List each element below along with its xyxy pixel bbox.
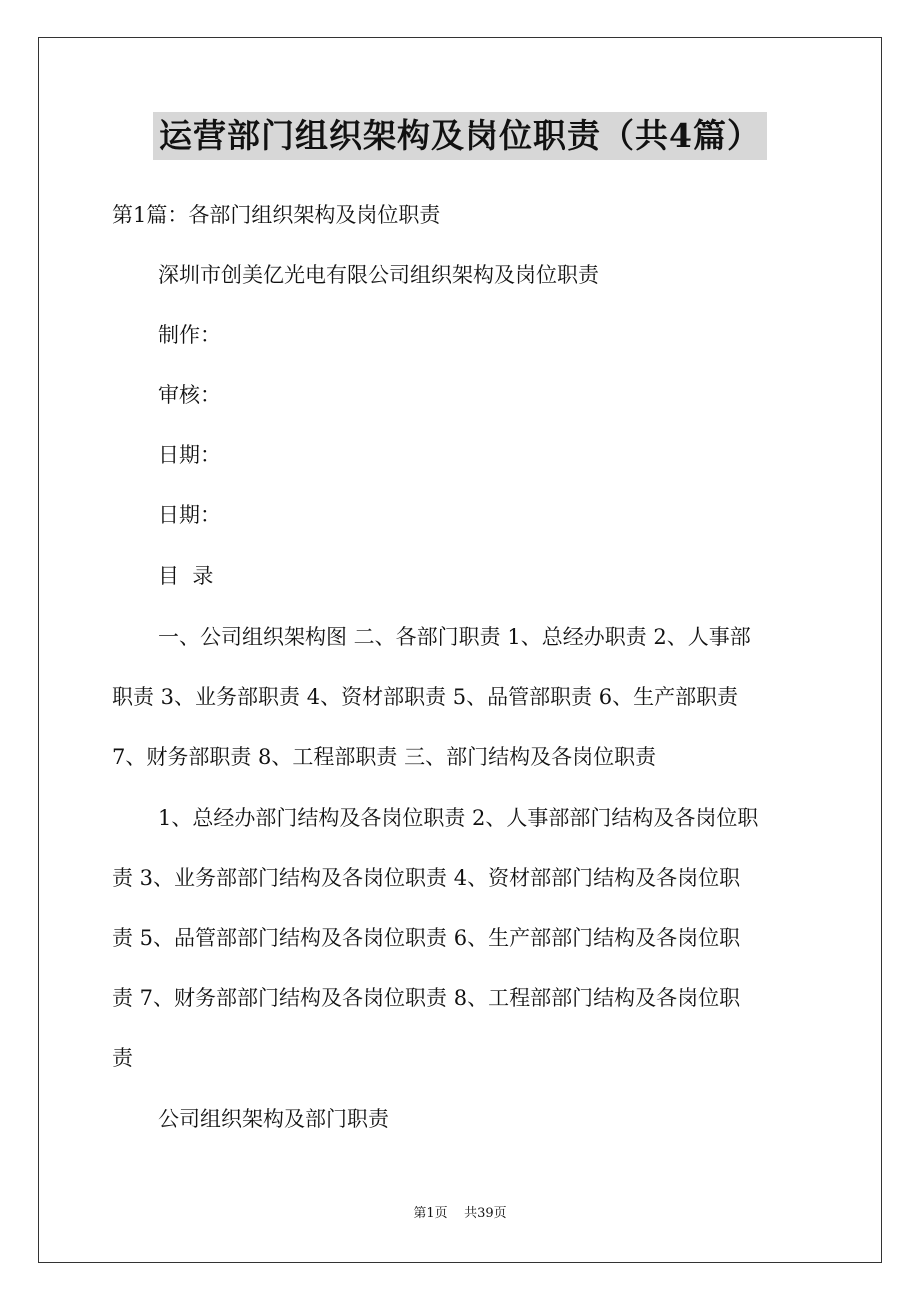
toc-line: 1、总经办部门结构及各岗位职责 2、人事部部门结构及各岗位职 [158, 806, 759, 830]
toc-line: 责 5、品管部部门结构及各岗位职责 6、生产部部门结构及各岗位职 [112, 926, 741, 950]
document-title: 运营部门组织架构及岗位职责（共4篇） [153, 112, 767, 160]
page-number: 第1页 [413, 1206, 448, 1221]
date-field-2: 日期： [158, 503, 221, 527]
toc-heading: 目 录 [158, 564, 214, 588]
page-total: 共39页 [464, 1206, 507, 1221]
toc-line: 职责 3、业务部职责 4、资材部职责 5、品管部职责 6、生产部职责 [112, 685, 739, 709]
toc-line: 7、财务部职责 8、工程部职责 三、部门结构及各岗位职责 [112, 745, 657, 769]
toc-line: 责 3、业务部部门结构及各岗位职责 4、资材部部门结构及各岗位职 [112, 866, 741, 890]
company-line: 深圳市创美亿光电有限公司组织架构及岗位职责 [158, 263, 599, 287]
toc-line: 一、公司组织架构图 二、各部门职责 1、总经办职责 2、人事部 [158, 625, 751, 649]
toc-line: 责 7、财务部部门结构及各岗位职责 8、工程部部门结构及各岗位职 [112, 986, 741, 1010]
closing-line: 公司组织架构及部门职责 [158, 1107, 389, 1131]
reviewed-by-field: 审核： [158, 383, 221, 407]
toc-line: 责 [112, 1046, 133, 1070]
page-footer [0, 1206, 920, 1222]
section-heading: 第1篇：各部门组织架构及岗位职责 [112, 203, 441, 227]
made-by-field: 制作： [158, 323, 221, 347]
date-field-1: 日期： [158, 443, 221, 467]
title-container [0, 112, 920, 160]
